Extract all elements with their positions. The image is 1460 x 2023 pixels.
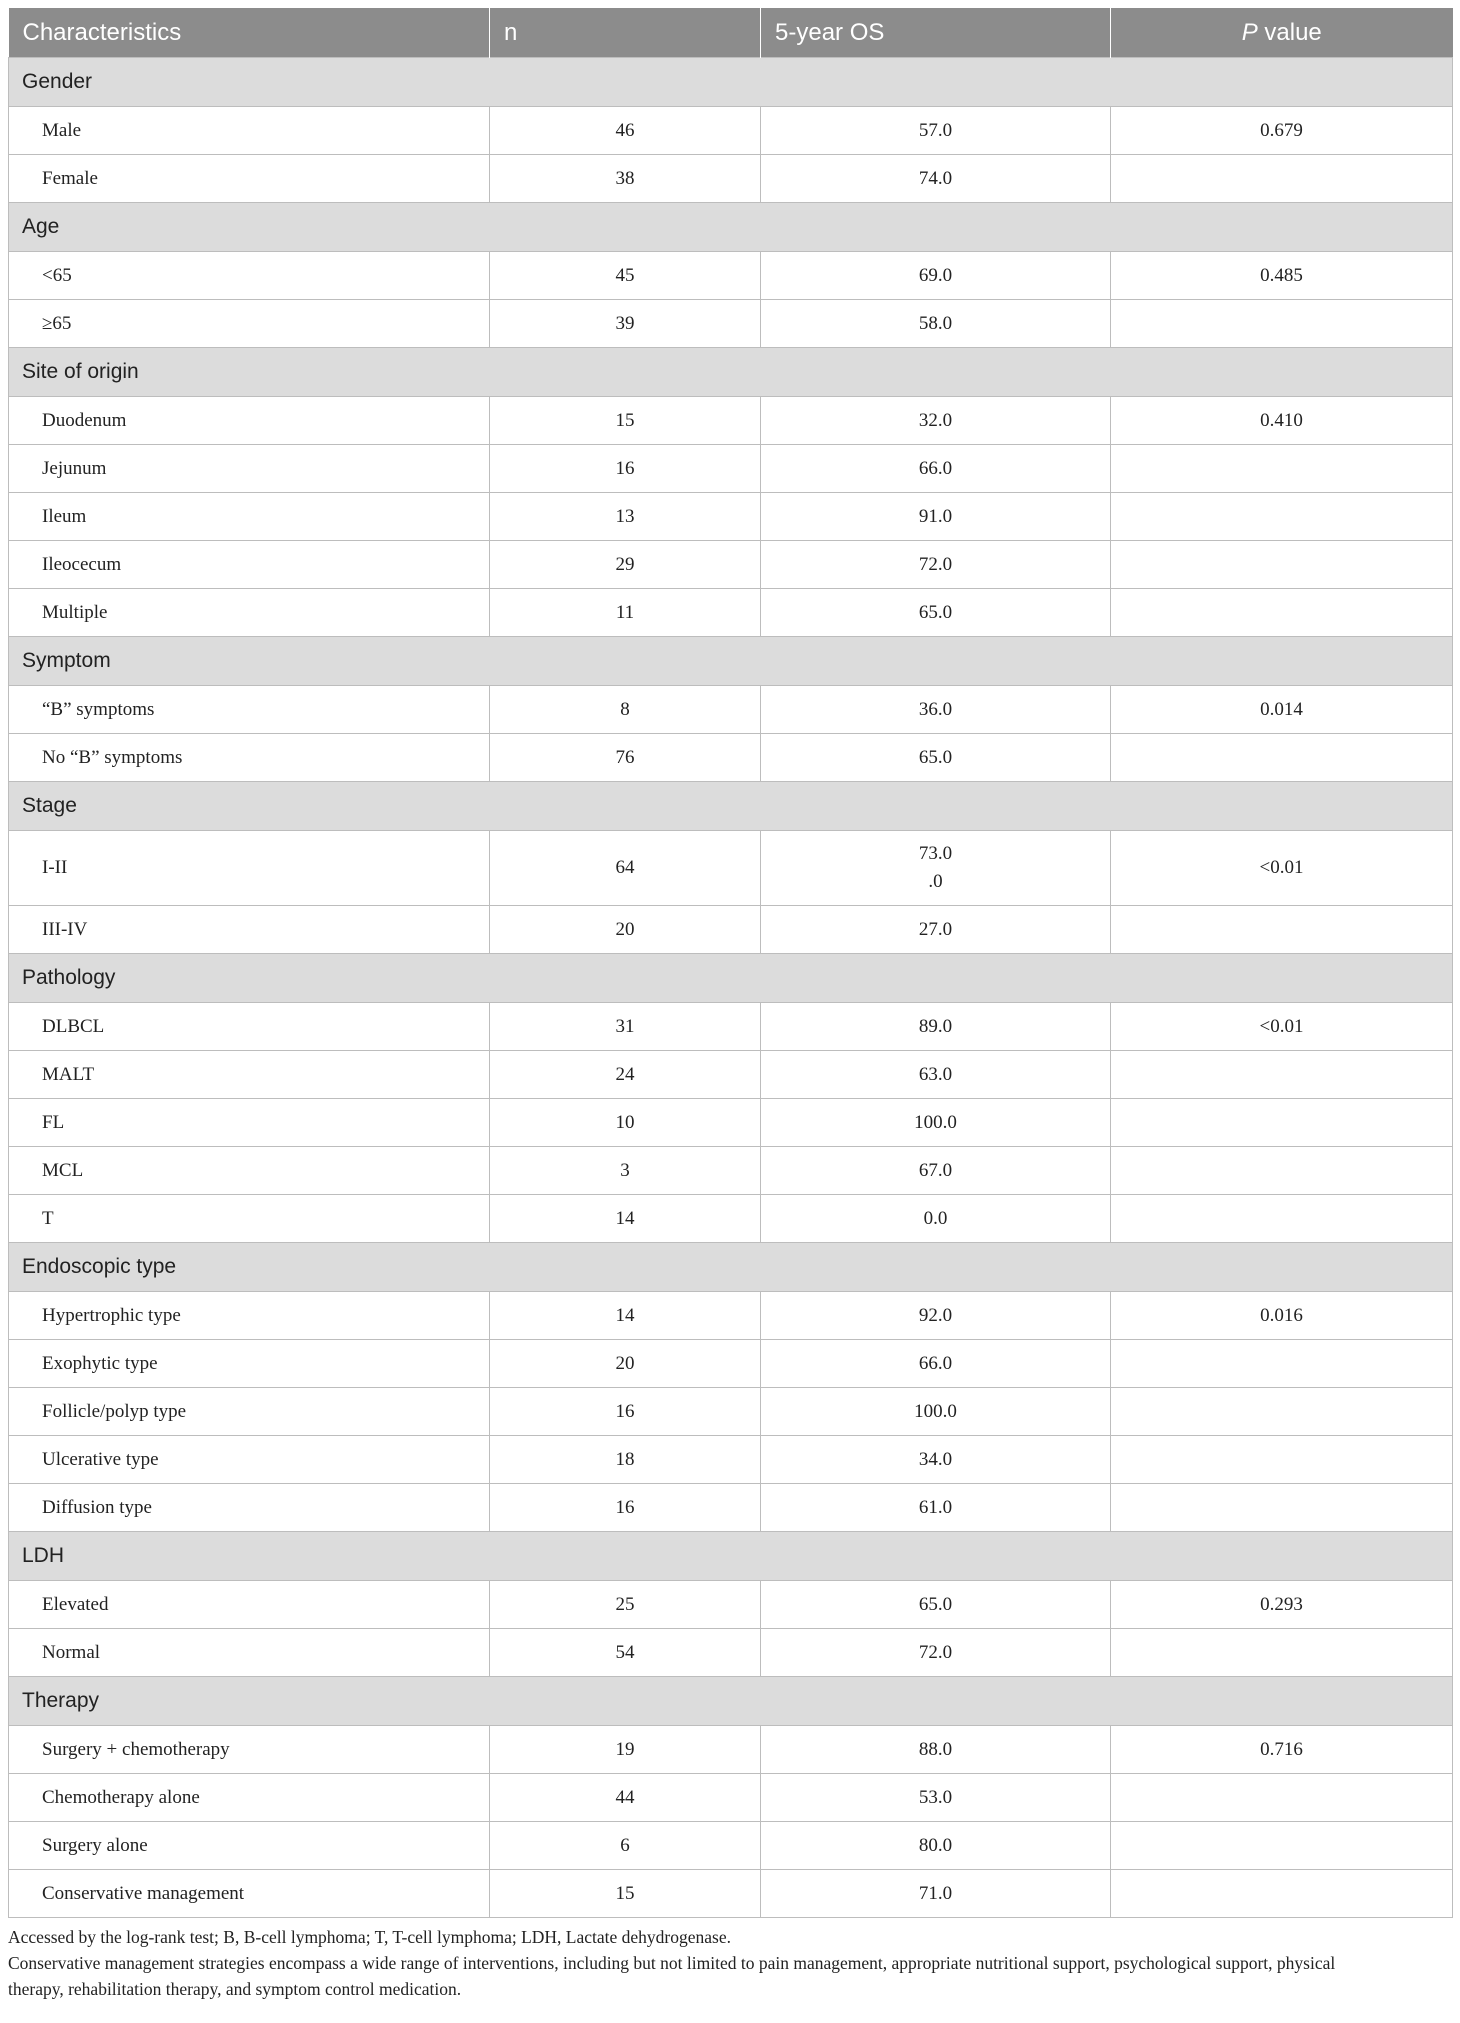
header-n: n xyxy=(490,8,761,58)
row-n: 76 xyxy=(490,734,761,782)
group-row xyxy=(9,954,1453,1003)
row-n: 11 xyxy=(490,589,761,637)
row-label: Male xyxy=(9,107,490,155)
row-label: III-IV xyxy=(9,906,490,954)
row-5-year-os xyxy=(761,1003,1111,1051)
row-p-value xyxy=(1111,1774,1453,1822)
row-n: 3 xyxy=(490,1147,761,1195)
row-n: 24 xyxy=(490,1051,761,1099)
row-label: Duodenum xyxy=(9,397,490,445)
os-value: 65.0 xyxy=(918,746,953,768)
row-label: Ileocecum xyxy=(9,541,490,589)
table-header xyxy=(9,8,1453,58)
row-p-value xyxy=(1111,445,1453,493)
table-row xyxy=(9,831,1453,906)
row-n: 38 xyxy=(490,155,761,203)
os-value: 80.0 xyxy=(918,1834,953,1856)
row-p-value xyxy=(1111,155,1453,203)
row-p-value xyxy=(1111,589,1453,637)
document-page xyxy=(8,8,1452,2002)
row-n: 31 xyxy=(490,1003,761,1051)
os-value: 92.0 xyxy=(918,1304,953,1326)
group-row xyxy=(9,58,1453,107)
row-5-year-os xyxy=(761,1629,1111,1677)
table-row xyxy=(9,734,1453,782)
row-label: MCL xyxy=(9,1147,490,1195)
table-row xyxy=(9,1292,1453,1340)
row-n: 14 xyxy=(490,1195,761,1243)
os-value: 57.0 xyxy=(918,119,953,141)
row-n: 45 xyxy=(490,252,761,300)
table-row xyxy=(9,1629,1453,1677)
row-n: 10 xyxy=(490,1099,761,1147)
row-p-value xyxy=(1111,493,1453,541)
os-value: 89.0 xyxy=(918,1015,953,1037)
row-n: 6 xyxy=(490,1822,761,1870)
group-label: LDH xyxy=(9,1532,1453,1581)
row-p-value xyxy=(1111,1822,1453,1870)
os-value: 58.0 xyxy=(918,312,953,334)
row-5-year-os xyxy=(761,1099,1111,1147)
group-label: Age xyxy=(9,203,1453,252)
header-row xyxy=(9,8,1453,58)
row-label: Jejunum xyxy=(9,445,490,493)
table-row xyxy=(9,1436,1453,1484)
os-value: 65.0 xyxy=(918,601,953,623)
table-row xyxy=(9,397,1453,445)
row-5-year-os xyxy=(761,1340,1111,1388)
table-row xyxy=(9,1822,1453,1870)
table-row xyxy=(9,589,1453,637)
row-label: FL xyxy=(9,1099,490,1147)
os-value: 72.0 xyxy=(918,553,953,575)
os-value: 53.0 xyxy=(918,1786,953,1808)
row-p-value xyxy=(1111,1629,1453,1677)
row-5-year-os xyxy=(761,1195,1111,1243)
os-value: 65.0 xyxy=(918,1593,953,1615)
table-row xyxy=(9,1726,1453,1774)
row-p-value xyxy=(1111,1388,1453,1436)
os-value: 88.0 xyxy=(918,1738,953,1760)
header-5-year-os: 5-year OS xyxy=(761,8,1111,58)
row-label: Surgery + chemotherapy xyxy=(9,1726,490,1774)
os-value: 34.0 xyxy=(918,1448,953,1470)
row-n: 15 xyxy=(490,1870,761,1918)
row-5-year-os xyxy=(761,906,1111,954)
row-p-value: 0.485 xyxy=(1111,252,1453,300)
table-row xyxy=(9,1774,1453,1822)
group-label: Pathology xyxy=(9,954,1453,1003)
row-label: Ileum xyxy=(9,493,490,541)
row-p-value xyxy=(1111,541,1453,589)
row-n: 19 xyxy=(490,1726,761,1774)
row-5-year-os xyxy=(761,155,1111,203)
table-row xyxy=(9,445,1453,493)
row-p-value xyxy=(1111,906,1453,954)
row-label: ≥65 xyxy=(9,300,490,348)
group-label: Symptom xyxy=(9,637,1453,686)
row-p-value xyxy=(1111,734,1453,782)
row-5-year-os xyxy=(761,541,1111,589)
row-label: Hypertrophic type xyxy=(9,1292,490,1340)
table-row xyxy=(9,300,1453,348)
row-5-year-os xyxy=(761,493,1111,541)
row-n: 15 xyxy=(490,397,761,445)
table-row xyxy=(9,1340,1453,1388)
row-n: 14 xyxy=(490,1292,761,1340)
row-p-value: <0.01 xyxy=(1111,831,1453,906)
group-row xyxy=(9,1677,1453,1726)
row-label: Female xyxy=(9,155,490,203)
row-label: Ulcerative type xyxy=(9,1436,490,1484)
row-5-year-os xyxy=(761,1870,1111,1918)
row-n: 64 xyxy=(490,831,761,906)
row-p-value: 0.014 xyxy=(1111,686,1453,734)
row-5-year-os xyxy=(761,831,1111,906)
row-label: Conservative management xyxy=(9,1870,490,1918)
row-n: 20 xyxy=(490,1340,761,1388)
row-n: 46 xyxy=(490,107,761,155)
table-row xyxy=(9,155,1453,203)
group-label: Endoscopic type xyxy=(9,1243,1453,1292)
row-label: Normal xyxy=(9,1629,490,1677)
os-value: 61.0 xyxy=(918,1496,953,1518)
header-p-prefix: P xyxy=(1241,18,1258,46)
row-n: 25 xyxy=(490,1581,761,1629)
table-row xyxy=(9,1484,1453,1532)
row-5-year-os xyxy=(761,734,1111,782)
row-5-year-os xyxy=(761,397,1111,445)
os-value: 100.0 xyxy=(914,1400,957,1422)
os-value: 63.0 xyxy=(918,1063,953,1085)
row-p-value: <0.01 xyxy=(1111,1003,1453,1051)
os-value: 66.0 xyxy=(918,1352,953,1374)
group-row xyxy=(9,203,1453,252)
row-label: MALT xyxy=(9,1051,490,1099)
row-p-value xyxy=(1111,1195,1453,1243)
table-row xyxy=(9,1147,1453,1195)
row-5-year-os xyxy=(761,1484,1111,1532)
table-footnotes xyxy=(8,1924,1452,2002)
row-5-year-os xyxy=(761,589,1111,637)
row-p-value xyxy=(1111,1099,1453,1147)
row-5-year-os xyxy=(761,1822,1111,1870)
group-row xyxy=(9,1532,1453,1581)
row-n: 20 xyxy=(490,906,761,954)
row-p-value xyxy=(1111,1051,1453,1099)
row-n: 16 xyxy=(490,1388,761,1436)
row-label: <65 xyxy=(9,252,490,300)
row-p-value xyxy=(1111,1340,1453,1388)
os-value: 100.0 xyxy=(914,1111,957,1133)
header-p-value xyxy=(1111,8,1453,58)
row-p-value xyxy=(1111,1484,1453,1532)
os-value: 36.0 xyxy=(918,698,953,720)
row-p-value xyxy=(1111,1436,1453,1484)
table-row xyxy=(9,107,1453,155)
row-5-year-os xyxy=(761,1388,1111,1436)
row-n: 29 xyxy=(490,541,761,589)
table-row xyxy=(9,493,1453,541)
table-body xyxy=(9,58,1453,1918)
row-n: 39 xyxy=(490,300,761,348)
row-5-year-os xyxy=(761,300,1111,348)
row-p-value xyxy=(1111,1147,1453,1195)
row-label: “B” symptoms xyxy=(9,686,490,734)
os-value: 74.0 xyxy=(918,167,953,189)
row-5-year-os xyxy=(761,445,1111,493)
os-value: 27.0 xyxy=(918,918,953,940)
group-row xyxy=(9,637,1453,686)
row-5-year-os xyxy=(761,1774,1111,1822)
group-label: Gender xyxy=(9,58,1453,107)
row-n: 8 xyxy=(490,686,761,734)
table-row xyxy=(9,1003,1453,1051)
table-row xyxy=(9,1581,1453,1629)
row-label: I-II xyxy=(9,831,490,906)
footnote-line: Conservative management strategies encompass a wide range of interventions, including but not limited to pain management, appropriate nutritional support, psychological support, physical xyxy=(8,1953,1336,1973)
row-p-value: 0.410 xyxy=(1111,397,1453,445)
table-row xyxy=(9,1099,1453,1147)
row-n: 13 xyxy=(490,493,761,541)
row-5-year-os xyxy=(761,1147,1111,1195)
table-row xyxy=(9,541,1453,589)
row-label: Diffusion type xyxy=(9,1484,490,1532)
row-label: Chemotherapy alone xyxy=(9,1774,490,1822)
row-p-value: 0.716 xyxy=(1111,1726,1453,1774)
row-label: Multiple xyxy=(9,589,490,637)
os-value: 32.0 xyxy=(918,409,953,431)
footnote-line: therapy, rehabilitation therapy, and symptom control medication. xyxy=(8,1979,462,1999)
os-value: 0.0 xyxy=(923,1207,948,1229)
row-5-year-os xyxy=(761,1051,1111,1099)
row-5-year-os xyxy=(761,1726,1111,1774)
row-p-value: 0.016 xyxy=(1111,1292,1453,1340)
row-5-year-os xyxy=(761,1581,1111,1629)
survival-table xyxy=(8,8,1453,1918)
os-value: .0 xyxy=(928,871,943,892)
row-label: Elevated xyxy=(9,1581,490,1629)
table-row xyxy=(9,1388,1453,1436)
row-5-year-os xyxy=(761,1292,1111,1340)
row-5-year-os xyxy=(761,686,1111,734)
os-value: 66.0 xyxy=(918,457,953,479)
row-p-value: 0.293 xyxy=(1111,1581,1453,1629)
row-label: No “B” symptoms xyxy=(9,734,490,782)
row-label: Follicle/polyp type xyxy=(9,1388,490,1436)
group-label: Site of origin xyxy=(9,348,1453,397)
header-characteristics: Characteristics xyxy=(9,8,490,58)
row-p-value xyxy=(1111,1870,1453,1918)
table-row xyxy=(9,1870,1453,1918)
os-value: 72.0 xyxy=(918,1641,953,1663)
row-label: Surgery alone xyxy=(9,1822,490,1870)
header-p-suffix: value xyxy=(1264,18,1322,46)
row-n: 16 xyxy=(490,1484,761,1532)
row-5-year-os xyxy=(761,252,1111,300)
row-label: T xyxy=(9,1195,490,1243)
table-row xyxy=(9,906,1453,954)
group-label: Therapy xyxy=(9,1677,1453,1726)
footnote-line: Accessed by the log-rank test; B, B-cell lymphoma; T, T-cell lymphoma; LDH, Lactate dehydrogenase. xyxy=(8,1927,731,1947)
table-row xyxy=(9,1195,1453,1243)
table-row xyxy=(9,686,1453,734)
group-row xyxy=(9,348,1453,397)
group-row xyxy=(9,782,1453,831)
os-value: 67.0 xyxy=(918,1159,953,1181)
table-row xyxy=(9,252,1453,300)
os-value: 71.0 xyxy=(918,1882,953,1904)
row-label: Exophytic type xyxy=(9,1340,490,1388)
row-n: 16 xyxy=(490,445,761,493)
os-value: 73.0 xyxy=(918,843,953,864)
group-label: Stage xyxy=(9,782,1453,831)
row-p-value: 0.679 xyxy=(1111,107,1453,155)
row-n: 18 xyxy=(490,1436,761,1484)
os-value: 69.0 xyxy=(918,264,953,286)
row-p-value xyxy=(1111,300,1453,348)
table-row xyxy=(9,1051,1453,1099)
group-row xyxy=(9,1243,1453,1292)
row-5-year-os xyxy=(761,107,1111,155)
os-value: 91.0 xyxy=(918,505,953,527)
row-label: DLBCL xyxy=(9,1003,490,1051)
row-5-year-os xyxy=(761,1436,1111,1484)
row-n: 54 xyxy=(490,1629,761,1677)
row-n: 44 xyxy=(490,1774,761,1822)
